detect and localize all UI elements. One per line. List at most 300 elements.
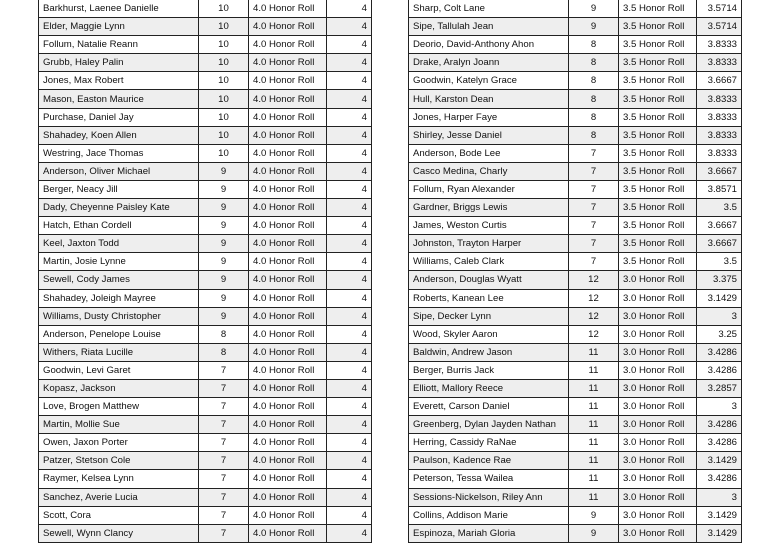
gpa-cell: 3 xyxy=(697,398,742,416)
gpa-cell: 3.5 xyxy=(697,199,742,217)
honor-roll-cell: 4.0 Honor Roll xyxy=(249,126,327,144)
honor-roll-cell: 3.5 Honor Roll xyxy=(619,217,697,235)
student-name-cell: Follum, Ryan Alexander xyxy=(409,180,569,198)
grade-cell: 7 xyxy=(569,217,619,235)
student-name-cell: Hatch, Ethan Cordell xyxy=(39,217,199,235)
honor-roll-cell: 3.5 Honor Roll xyxy=(619,144,697,162)
student-name-cell: Goodwin, Levi Garet xyxy=(39,361,199,379)
student-name-cell: Owen, Jaxon Porter xyxy=(39,434,199,452)
table-row xyxy=(409,488,742,506)
honor-roll-cell: 4.0 Honor Roll xyxy=(249,398,327,416)
gpa-cell: 3.25 xyxy=(697,325,742,343)
student-name-cell: Berger, Burris Jack xyxy=(409,361,569,379)
student-name-cell: Elliott, Mallory Reece xyxy=(409,379,569,397)
grade-cell: 8 xyxy=(569,36,619,54)
student-name-cell: Williams, Caleb Clark xyxy=(409,253,569,271)
honor-roll-cell: 4.0 Honor Roll xyxy=(249,217,327,235)
gpa-cell: 3.8333 xyxy=(697,54,742,72)
gpa-cell: 4 xyxy=(327,199,372,217)
gpa-cell: 4 xyxy=(327,144,372,162)
grade-cell: 7 xyxy=(569,253,619,271)
honor-roll-table-left xyxy=(38,0,372,543)
table-row xyxy=(39,108,372,126)
gpa-cell: 4 xyxy=(327,307,372,325)
table-row xyxy=(39,235,372,253)
grade-cell: 12 xyxy=(569,307,619,325)
gpa-cell: 3.8333 xyxy=(697,144,742,162)
honor-roll-cell: 4.0 Honor Roll xyxy=(249,289,327,307)
grade-cell: 9 xyxy=(199,289,249,307)
student-name-cell: Johnston, Trayton Harper xyxy=(409,235,569,253)
table-row xyxy=(39,180,372,198)
table-row xyxy=(409,0,742,18)
table-row xyxy=(409,36,742,54)
student-name-cell: Shahadey, Koen Allen xyxy=(39,126,199,144)
honor-roll-cell: 4.0 Honor Roll xyxy=(249,180,327,198)
student-name-cell: Shirley, Jesse Daniel xyxy=(409,126,569,144)
honor-roll-cell: 4.0 Honor Roll xyxy=(249,452,327,470)
honor-roll-cell: 3.5 Honor Roll xyxy=(619,36,697,54)
table-row xyxy=(409,54,742,72)
honor-roll-cell: 4.0 Honor Roll xyxy=(249,144,327,162)
table-row xyxy=(409,217,742,235)
table-row xyxy=(39,524,372,542)
table-row xyxy=(39,343,372,361)
gpa-cell: 3.4286 xyxy=(697,416,742,434)
honor-roll-cell: 3.0 Honor Roll xyxy=(619,416,697,434)
honor-roll-cell: 3.0 Honor Roll xyxy=(619,361,697,379)
honor-roll-cell: 3.5 Honor Roll xyxy=(619,0,697,18)
student-name-cell: Mason, Easton Maurice xyxy=(39,90,199,108)
table-row xyxy=(409,307,742,325)
honor-roll-cell: 4.0 Honor Roll xyxy=(249,90,327,108)
table-row xyxy=(409,398,742,416)
grade-cell: 7 xyxy=(199,379,249,397)
table-row xyxy=(39,0,372,18)
honor-roll-cell: 4.0 Honor Roll xyxy=(249,434,327,452)
grade-cell: 10 xyxy=(199,144,249,162)
gpa-cell: 3.1429 xyxy=(697,506,742,524)
grade-cell: 7 xyxy=(569,180,619,198)
student-name-cell: Barkhurst, Laenee Danielle xyxy=(39,0,199,18)
gpa-cell: 3.6667 xyxy=(697,72,742,90)
student-name-cell: Sessions-Nickelson, Riley Ann xyxy=(409,488,569,506)
student-name-cell: Berger, Neacy Jill xyxy=(39,180,199,198)
honor-roll-cell: 3.5 Honor Roll xyxy=(619,180,697,198)
gpa-cell: 3.5714 xyxy=(697,0,742,18)
grade-cell: 12 xyxy=(569,271,619,289)
table-row xyxy=(39,416,372,434)
honor-roll-cell: 3.0 Honor Roll xyxy=(619,289,697,307)
grade-cell: 9 xyxy=(569,506,619,524)
gpa-cell: 3.6667 xyxy=(697,162,742,180)
table-body xyxy=(39,0,372,542)
student-name-cell: Paulson, Kadence Rae xyxy=(409,452,569,470)
table-row xyxy=(39,54,372,72)
grade-cell: 8 xyxy=(569,54,619,72)
grade-cell: 8 xyxy=(569,126,619,144)
student-name-cell: Gardner, Briggs Lewis xyxy=(409,199,569,217)
grade-cell: 11 xyxy=(569,434,619,452)
gpa-cell: 4 xyxy=(327,416,372,434)
honor-roll-cell: 3.0 Honor Roll xyxy=(619,271,697,289)
table-row xyxy=(409,506,742,524)
grade-cell: 11 xyxy=(569,416,619,434)
grade-cell: 7 xyxy=(199,452,249,470)
table-row xyxy=(409,180,742,198)
grade-cell: 12 xyxy=(569,289,619,307)
student-name-cell: James, Weston Curtis xyxy=(409,217,569,235)
gpa-cell: 4 xyxy=(327,289,372,307)
honor-roll-cell: 3.0 Honor Roll xyxy=(619,307,697,325)
gpa-cell: 4 xyxy=(327,271,372,289)
grade-cell: 11 xyxy=(569,398,619,416)
grade-cell: 9 xyxy=(199,235,249,253)
honor-roll-cell: 3.0 Honor Roll xyxy=(619,379,697,397)
grade-cell: 9 xyxy=(199,271,249,289)
table-row xyxy=(39,253,372,271)
honor-roll-cell: 4.0 Honor Roll xyxy=(249,506,327,524)
gpa-cell: 4 xyxy=(327,235,372,253)
honor-roll-cell: 4.0 Honor Roll xyxy=(249,253,327,271)
gpa-cell: 4 xyxy=(327,379,372,397)
honor-roll-cell: 3.0 Honor Roll xyxy=(619,452,697,470)
grade-cell: 8 xyxy=(199,325,249,343)
student-name-cell: Westring, Jace Thomas xyxy=(39,144,199,162)
table-row xyxy=(39,325,372,343)
gpa-cell: 4 xyxy=(327,325,372,343)
grade-cell: 10 xyxy=(199,126,249,144)
grade-cell: 9 xyxy=(569,18,619,36)
honor-roll-cell: 4.0 Honor Roll xyxy=(249,54,327,72)
table-row xyxy=(409,325,742,343)
table-row xyxy=(39,126,372,144)
grade-cell: 9 xyxy=(569,0,619,18)
honor-roll-cell: 4.0 Honor Roll xyxy=(249,379,327,397)
student-name-cell: Baldwin, Andrew Jason xyxy=(409,343,569,361)
gpa-cell: 4 xyxy=(327,506,372,524)
table-row xyxy=(409,126,742,144)
gpa-cell: 3.4286 xyxy=(697,361,742,379)
gpa-cell: 3.1429 xyxy=(697,452,742,470)
grade-cell: 7 xyxy=(199,398,249,416)
grade-cell: 9 xyxy=(199,180,249,198)
gpa-cell: 3 xyxy=(697,488,742,506)
student-name-cell: Keel, Jaxton Todd xyxy=(39,235,199,253)
honor-roll-cell: 4.0 Honor Roll xyxy=(249,36,327,54)
gpa-cell: 3.8333 xyxy=(697,108,742,126)
gpa-cell: 4 xyxy=(327,434,372,452)
table-row xyxy=(409,235,742,253)
honor-roll-cell: 3.5 Honor Roll xyxy=(619,72,697,90)
student-name-cell: Martin, Josie Lynne xyxy=(39,253,199,271)
student-name-cell: Shahadey, Joleigh Mayree xyxy=(39,289,199,307)
gpa-cell: 3.4286 xyxy=(697,434,742,452)
gpa-cell: 4 xyxy=(327,90,372,108)
gpa-cell: 4 xyxy=(327,108,372,126)
grade-cell: 11 xyxy=(569,343,619,361)
table-row xyxy=(39,488,372,506)
honor-roll-cell: 4.0 Honor Roll xyxy=(249,108,327,126)
student-name-cell: Anderson, Bode Lee xyxy=(409,144,569,162)
student-name-cell: Elder, Maggie Lynn xyxy=(39,18,199,36)
table-row xyxy=(409,416,742,434)
table-row xyxy=(39,307,372,325)
table-row xyxy=(409,199,742,217)
table-row xyxy=(409,452,742,470)
student-name-cell: Sipe, Tallulah Jean xyxy=(409,18,569,36)
honor-roll-cell: 3.5 Honor Roll xyxy=(619,90,697,108)
student-name-cell: Hull, Karston Dean xyxy=(409,90,569,108)
gpa-cell: 4 xyxy=(327,253,372,271)
gpa-cell: 4 xyxy=(327,524,372,542)
grade-cell: 7 xyxy=(569,144,619,162)
student-name-cell: Purchase, Daniel Jay xyxy=(39,108,199,126)
gpa-cell: 4 xyxy=(327,361,372,379)
gpa-cell: 4 xyxy=(327,452,372,470)
table-row xyxy=(409,361,742,379)
student-name-cell: Collins, Addison Marie xyxy=(409,506,569,524)
honor-roll-cell: 4.0 Honor Roll xyxy=(249,416,327,434)
table-row xyxy=(39,144,372,162)
student-name-cell: Williams, Dusty Christopher xyxy=(39,307,199,325)
table-row xyxy=(409,90,742,108)
honor-roll-cell: 3.0 Honor Roll xyxy=(619,506,697,524)
honor-roll-cell: 4.0 Honor Roll xyxy=(249,524,327,542)
honor-roll-cell: 4.0 Honor Roll xyxy=(249,470,327,488)
student-name-cell: Love, Brogen Matthew xyxy=(39,398,199,416)
honor-roll-cell: 3.5 Honor Roll xyxy=(619,253,697,271)
student-name-cell: Everett, Carson Daniel xyxy=(409,398,569,416)
table-row xyxy=(39,361,372,379)
grade-cell: 7 xyxy=(569,162,619,180)
table-row xyxy=(39,90,372,108)
gpa-cell: 3.2857 xyxy=(697,379,742,397)
gpa-cell: 4 xyxy=(327,180,372,198)
student-name-cell: Patzer, Stetson Cole xyxy=(39,452,199,470)
student-name-cell: Greenberg, Dylan Jayden Nathan xyxy=(409,416,569,434)
gpa-cell: 3.4286 xyxy=(697,343,742,361)
table-row xyxy=(39,271,372,289)
gpa-cell: 4 xyxy=(327,398,372,416)
honor-roll-cell: 4.0 Honor Roll xyxy=(249,18,327,36)
student-name-cell: Sanchez, Averie Lucia xyxy=(39,488,199,506)
grade-cell: 11 xyxy=(569,488,619,506)
table-row xyxy=(409,162,742,180)
honor-roll-cell: 4.0 Honor Roll xyxy=(249,307,327,325)
grade-cell: 8 xyxy=(569,108,619,126)
gpa-cell: 4 xyxy=(327,36,372,54)
table-row xyxy=(409,379,742,397)
student-name-cell: Dady, Cheyenne Paisley Kate xyxy=(39,199,199,217)
table-row xyxy=(39,470,372,488)
honor-roll-cell: 3.0 Honor Roll xyxy=(619,343,697,361)
grade-cell: 11 xyxy=(569,470,619,488)
honor-roll-cell: 4.0 Honor Roll xyxy=(249,488,327,506)
table-row xyxy=(39,379,372,397)
table-row xyxy=(409,271,742,289)
student-name-cell: Grubb, Haley Palin xyxy=(39,54,199,72)
student-name-cell: Roberts, Kanean Lee xyxy=(409,289,569,307)
grade-cell: 12 xyxy=(569,325,619,343)
table-row xyxy=(409,289,742,307)
gpa-cell: 4 xyxy=(327,126,372,144)
gpa-cell: 4 xyxy=(327,162,372,180)
student-name-cell: Peterson, Tessa Wailea xyxy=(409,470,569,488)
student-name-cell: Jones, Max Robert xyxy=(39,72,199,90)
gpa-cell: 4 xyxy=(327,488,372,506)
table-row xyxy=(39,289,372,307)
gpa-cell: 3.6667 xyxy=(697,235,742,253)
student-name-cell: Sipe, Decker Lynn xyxy=(409,307,569,325)
grade-cell: 9 xyxy=(199,253,249,271)
grade-cell: 11 xyxy=(569,361,619,379)
table-row xyxy=(409,144,742,162)
honor-roll-cell: 3.5 Honor Roll xyxy=(619,54,697,72)
table-row xyxy=(39,72,372,90)
honor-roll-cell: 4.0 Honor Roll xyxy=(249,325,327,343)
table-row xyxy=(39,398,372,416)
student-name-cell: Herring, Cassidy RaNae xyxy=(409,434,569,452)
student-name-cell: Goodwin, Katelyn Grace xyxy=(409,72,569,90)
grade-cell: 10 xyxy=(199,0,249,18)
student-name-cell: Casco Medina, Charly xyxy=(409,162,569,180)
grade-cell: 10 xyxy=(199,18,249,36)
table-row xyxy=(409,343,742,361)
gpa-cell: 4 xyxy=(327,217,372,235)
grade-cell: 10 xyxy=(199,72,249,90)
honor-roll-cell: 4.0 Honor Roll xyxy=(249,271,327,289)
table-row xyxy=(409,434,742,452)
student-name-cell: Sharp, Colt Lane xyxy=(409,0,569,18)
honor-roll-cell: 4.0 Honor Roll xyxy=(249,199,327,217)
table-row xyxy=(39,199,372,217)
grade-cell: 7 xyxy=(199,506,249,524)
gpa-cell: 3.6667 xyxy=(697,217,742,235)
table-row xyxy=(409,253,742,271)
gpa-cell: 3.8571 xyxy=(697,180,742,198)
gpa-cell: 3 xyxy=(697,307,742,325)
honor-roll-table-right xyxy=(408,0,742,543)
table-body xyxy=(409,0,742,542)
grade-cell: 7 xyxy=(199,470,249,488)
gpa-cell: 3.8333 xyxy=(697,36,742,54)
grade-cell: 9 xyxy=(199,199,249,217)
grade-cell: 7 xyxy=(569,199,619,217)
grade-cell: 7 xyxy=(199,361,249,379)
honor-roll-cell: 3.0 Honor Roll xyxy=(619,488,697,506)
honor-roll-cell: 4.0 Honor Roll xyxy=(249,162,327,180)
honor-roll-cell: 3.0 Honor Roll xyxy=(619,470,697,488)
student-name-cell: Sewell, Cody James xyxy=(39,271,199,289)
student-name-cell: Martin, Mollie Sue xyxy=(39,416,199,434)
grade-cell: 8 xyxy=(569,72,619,90)
student-name-cell: Anderson, Penelope Louise xyxy=(39,325,199,343)
grade-cell: 7 xyxy=(199,416,249,434)
gpa-cell: 3.1429 xyxy=(697,524,742,542)
gpa-cell: 3.8333 xyxy=(697,90,742,108)
honor-roll-cell: 3.5 Honor Roll xyxy=(619,18,697,36)
honor-roll-cell: 4.0 Honor Roll xyxy=(249,0,327,18)
gpa-cell: 3.375 xyxy=(697,271,742,289)
table-row xyxy=(39,217,372,235)
student-name-cell: Raymer, Kelsea Lynn xyxy=(39,470,199,488)
grade-cell: 9 xyxy=(569,524,619,542)
gpa-cell: 4 xyxy=(327,54,372,72)
grade-cell: 9 xyxy=(199,217,249,235)
table-row xyxy=(409,470,742,488)
gpa-cell: 3.5714 xyxy=(697,18,742,36)
grade-cell: 10 xyxy=(199,36,249,54)
gpa-cell: 4 xyxy=(327,72,372,90)
gpa-cell: 3.4286 xyxy=(697,470,742,488)
honor-roll-cell: 3.5 Honor Roll xyxy=(619,126,697,144)
gpa-cell: 4 xyxy=(327,470,372,488)
table-row xyxy=(39,162,372,180)
honor-roll-cell: 3.5 Honor Roll xyxy=(619,108,697,126)
gpa-cell: 3.8333 xyxy=(697,126,742,144)
grade-cell: 8 xyxy=(569,90,619,108)
student-name-cell: Follum, Natalie Reann xyxy=(39,36,199,54)
grade-cell: 7 xyxy=(569,235,619,253)
grade-cell: 9 xyxy=(199,162,249,180)
student-name-cell: Deorio, David-Anthony Ahon xyxy=(409,36,569,54)
student-name-cell: Kopasz, Jackson xyxy=(39,379,199,397)
gpa-cell: 3.1429 xyxy=(697,289,742,307)
student-name-cell: Jones, Harper Faye xyxy=(409,108,569,126)
grade-cell: 9 xyxy=(199,307,249,325)
grade-cell: 7 xyxy=(199,488,249,506)
grade-cell: 10 xyxy=(199,108,249,126)
student-name-cell: Anderson, Oliver Michael xyxy=(39,162,199,180)
student-name-cell: Drake, Aralyn Joann xyxy=(409,54,569,72)
grade-cell: 8 xyxy=(199,343,249,361)
student-name-cell: Anderson, Douglas Wyatt xyxy=(409,271,569,289)
table-row xyxy=(409,18,742,36)
honor-roll-cell: 3.0 Honor Roll xyxy=(619,325,697,343)
table-row xyxy=(409,108,742,126)
table-row xyxy=(409,524,742,542)
gpa-cell: 4 xyxy=(327,0,372,18)
honor-roll-cell: 3.5 Honor Roll xyxy=(619,235,697,253)
grade-cell: 7 xyxy=(199,434,249,452)
honor-roll-cell: 3.0 Honor Roll xyxy=(619,434,697,452)
student-name-cell: Wood, Skyler Aaron xyxy=(409,325,569,343)
table-row xyxy=(39,434,372,452)
table-row xyxy=(409,72,742,90)
student-name-cell: Espinoza, Mariah Gloria xyxy=(409,524,569,542)
honor-roll-cell: 3.5 Honor Roll xyxy=(619,162,697,180)
honor-roll-cell: 4.0 Honor Roll xyxy=(249,235,327,253)
honor-roll-cell: 4.0 Honor Roll xyxy=(249,72,327,90)
table-row xyxy=(39,36,372,54)
honor-roll-cell: 3.0 Honor Roll xyxy=(619,398,697,416)
grade-cell: 10 xyxy=(199,90,249,108)
grade-cell: 11 xyxy=(569,379,619,397)
student-name-cell: Scott, Cora xyxy=(39,506,199,524)
table-row xyxy=(39,452,372,470)
table-row xyxy=(39,18,372,36)
honor-roll-cell: 4.0 Honor Roll xyxy=(249,343,327,361)
grade-cell: 7 xyxy=(199,524,249,542)
student-name-cell: Sewell, Wynn Clancy xyxy=(39,524,199,542)
grade-cell: 10 xyxy=(199,54,249,72)
grade-cell: 11 xyxy=(569,452,619,470)
table-row xyxy=(39,506,372,524)
gpa-cell: 4 xyxy=(327,18,372,36)
honor-roll-cell: 3.0 Honor Roll xyxy=(619,524,697,542)
gpa-cell: 3.5 xyxy=(697,253,742,271)
